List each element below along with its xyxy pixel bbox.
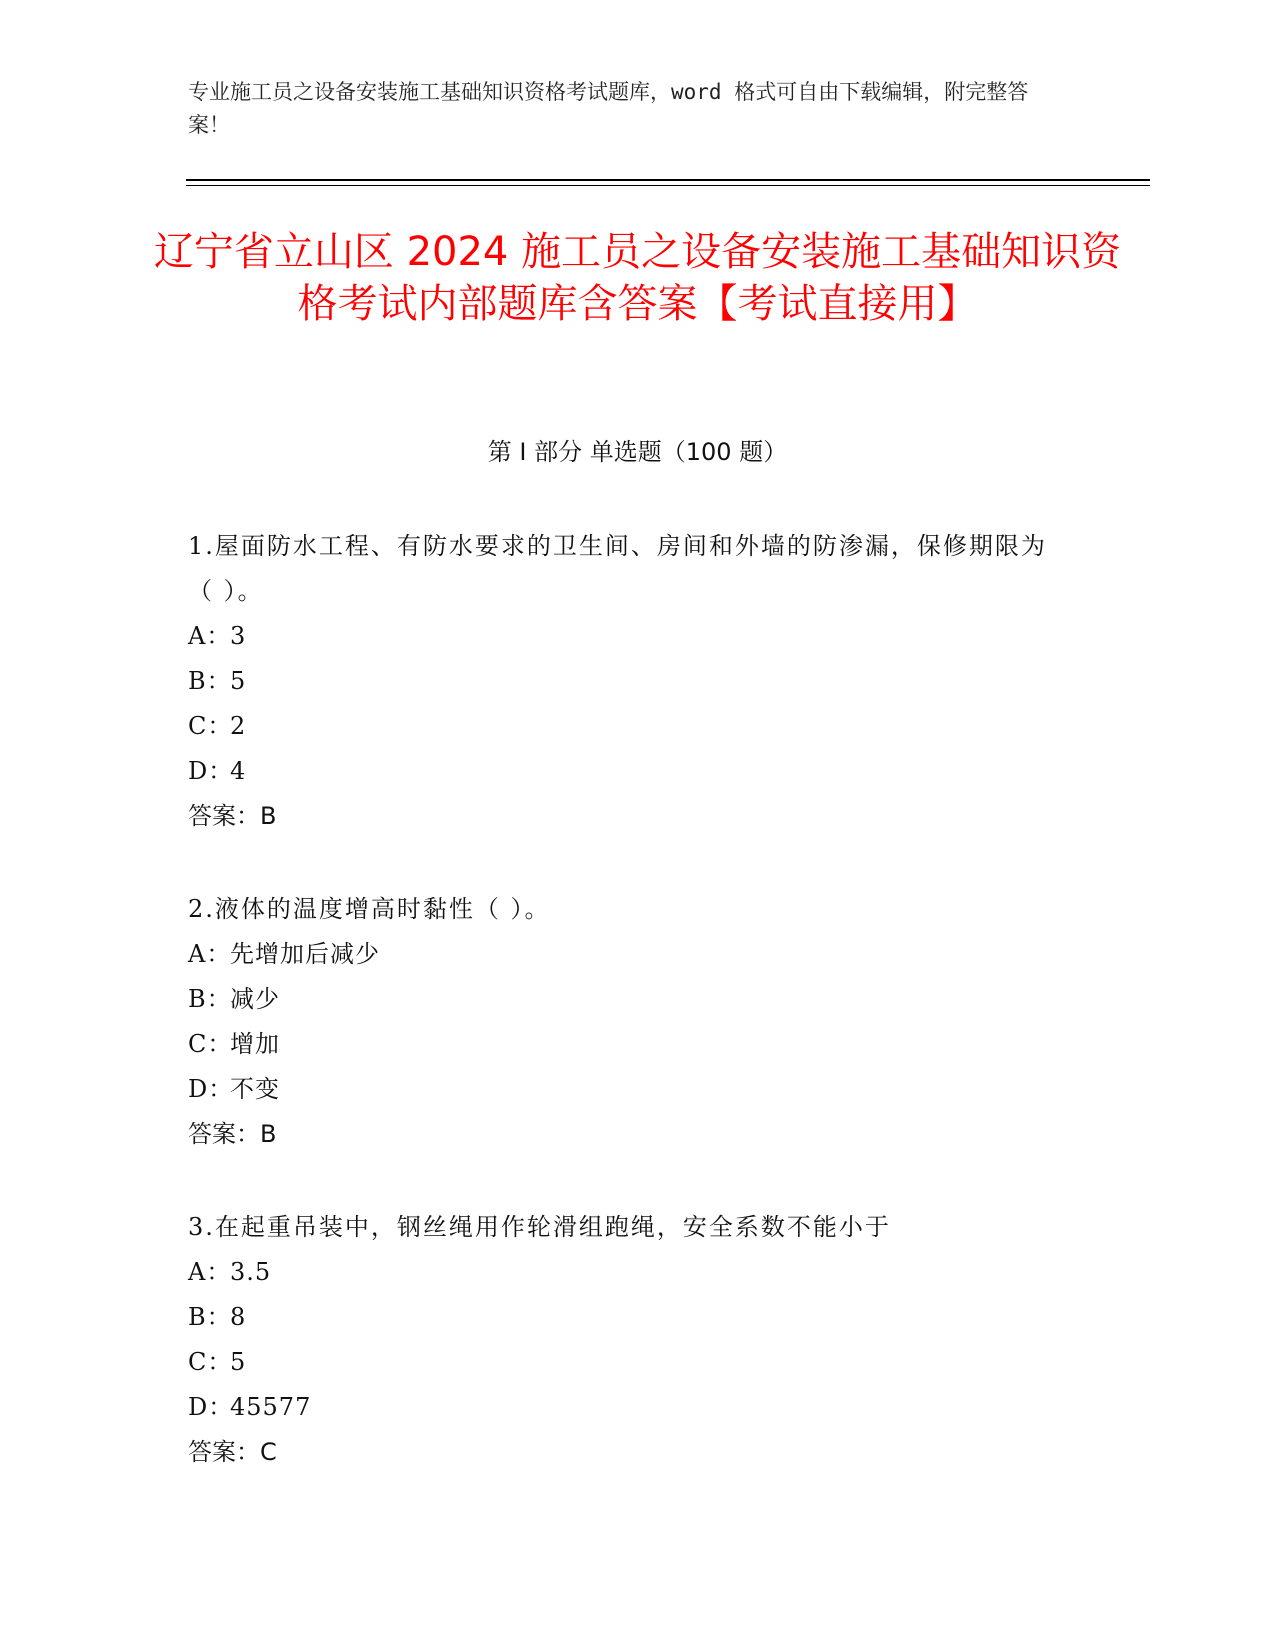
option-letter: D： bbox=[188, 1393, 234, 1421]
option-text: 先增加后减少 bbox=[230, 940, 380, 968]
option-a bbox=[188, 614, 1068, 659]
option-a bbox=[188, 1250, 1068, 1295]
question-block bbox=[188, 1205, 1068, 1475]
answer-line: 答案：B bbox=[188, 1120, 277, 1148]
option-text: 2 bbox=[230, 712, 247, 740]
option-b bbox=[188, 659, 1068, 704]
option-letter: A： bbox=[188, 1258, 232, 1286]
option-text: 5 bbox=[230, 1348, 247, 1376]
option-c bbox=[188, 704, 1068, 749]
option-letter: A： bbox=[188, 940, 232, 968]
option-a bbox=[188, 932, 1068, 977]
option-text: 5 bbox=[230, 667, 247, 695]
option-d bbox=[188, 1067, 1068, 1112]
option-text: 4 bbox=[230, 757, 247, 785]
option-letter: C： bbox=[188, 712, 233, 740]
option-text: 3.5 bbox=[230, 1258, 272, 1286]
option-letter: B： bbox=[188, 667, 232, 695]
option-letter: B： bbox=[188, 1303, 232, 1331]
option-letter: C： bbox=[188, 1030, 233, 1058]
header-divider-thin bbox=[186, 185, 1150, 186]
option-c bbox=[188, 1340, 1068, 1385]
option-text: 增加 bbox=[230, 1030, 280, 1058]
answer-line: 答案：B bbox=[188, 802, 277, 830]
question-block bbox=[188, 887, 1068, 1157]
option-text: 不变 bbox=[230, 1075, 280, 1103]
header-note: 专业施工员之设备安装施工基础知识资格考试题库，word 格式可自由下载编辑，附完整答案！ bbox=[188, 80, 1029, 137]
option-letter: B： bbox=[188, 985, 232, 1013]
header-divider-thick bbox=[186, 179, 1150, 181]
option-b bbox=[188, 977, 1068, 1022]
question-block bbox=[188, 524, 1068, 839]
option-letter: C： bbox=[188, 1348, 233, 1376]
answer-line: 答案：C bbox=[188, 1438, 277, 1466]
document-title: 辽宁省立山区 2024 施工员之设备安装施工基础知识资格考试内部题库含答案【考试直接用】 bbox=[153, 229, 1122, 327]
option-text: 减少 bbox=[230, 985, 280, 1013]
option-d bbox=[188, 749, 1068, 794]
section-heading: 第 I 部分 单选题（100 题） bbox=[487, 438, 788, 466]
option-text: 8 bbox=[230, 1303, 247, 1331]
option-b bbox=[188, 1295, 1068, 1340]
question-text: 2.液体的温度增高时黏性（ ）。 bbox=[188, 895, 551, 923]
option-c bbox=[188, 1022, 1068, 1067]
option-text: 3 bbox=[230, 622, 247, 650]
option-letter: D： bbox=[188, 1075, 234, 1103]
option-text: 45577 bbox=[230, 1393, 312, 1421]
question-text: 1.屋面防水工程、有防水要求的卫生间、房间和外墙的防渗漏，保修期限为（ ）。 bbox=[188, 532, 1047, 605]
option-d bbox=[188, 1385, 1068, 1430]
option-letter: A： bbox=[188, 622, 232, 650]
question-text: 3.在起重吊装中，钢丝绳用作轮滑组跑绳，安全系数不能小于 bbox=[188, 1213, 891, 1241]
option-letter: D： bbox=[188, 757, 234, 785]
